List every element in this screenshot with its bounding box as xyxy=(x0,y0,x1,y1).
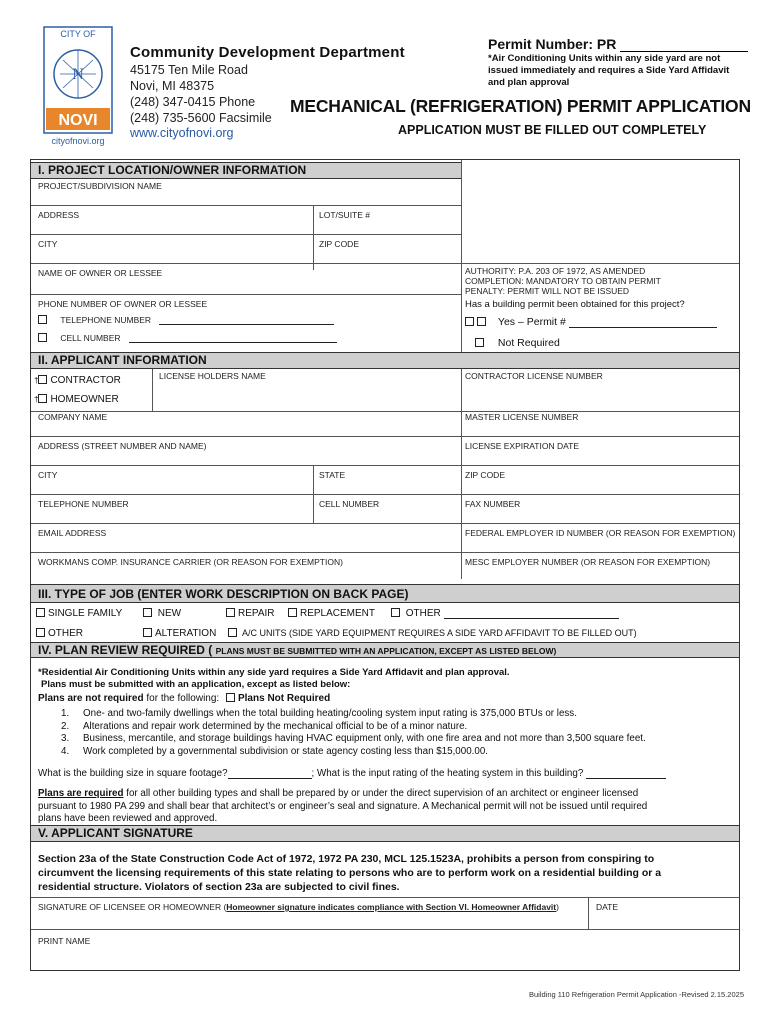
fax: (248) 735-5600 Facsimile xyxy=(130,111,272,125)
workmans-comp-label: WORKMANS COMP. INSURANCE CARRIER (OR REASON FOR EXEMPTION) xyxy=(38,557,343,567)
repair-checkbox[interactable] xyxy=(226,608,235,617)
department-name: Community Development Department xyxy=(130,44,405,61)
mesc-label: MESC EMPLOYER NUMBER (OR REASON FOR EXEMPTION) xyxy=(465,557,711,567)
logo-url-text: cityofnovi.org xyxy=(51,136,105,146)
input-rating-input[interactable] xyxy=(586,770,666,779)
other-building-option: OTHER xyxy=(36,628,83,639)
signature-label: SIGNATURE OF LICENSEE OR HOMEOWNER (Homeowner signature indicates compliance with Section VI. Homeowner Affidavit) xyxy=(38,902,559,912)
contractor-license-label: CONTRACTOR LICENSE NUMBER xyxy=(465,371,603,381)
alteration-checkbox[interactable] xyxy=(143,628,152,637)
replacement-option: REPLACEMENT xyxy=(288,608,375,619)
permit-number-input-2[interactable] xyxy=(569,319,717,328)
owner-name-label: NAME OF OWNER OR LESSEE xyxy=(38,268,163,278)
section2-heading: II. APPLICANT INFORMATION xyxy=(31,352,739,369)
website-link[interactable]: www.cityofnovi.org xyxy=(130,126,234,140)
telephone-input[interactable] xyxy=(159,316,334,325)
applicant-state-label: STATE xyxy=(319,470,346,480)
applicant-zip-label: ZIP CODE xyxy=(465,470,505,480)
permit-number-label: Permit Number: PR xyxy=(488,36,617,52)
exemption-item: 4. Work completed by a governmental subdivision or state agency costing less than $15,000.00. xyxy=(61,745,488,757)
logo-top-text: CITY OF xyxy=(60,29,96,39)
exemption-item: 3. Business, mercantile, and storage buildings having HVAC equipment only, with one fire area and not more than 3,500 square feet. xyxy=(61,733,646,744)
plans-not-required-checkbox[interactable] xyxy=(226,693,235,702)
address-line1: 45175 Ten Mile Road xyxy=(130,63,248,77)
form-title: MECHANICAL (REFRIGERATION) PERMIT APPLICATION xyxy=(290,96,751,116)
other-type-input[interactable] xyxy=(444,610,619,619)
yes-permit-checkbox-2[interactable] xyxy=(477,317,486,326)
section1-heading: I. PROJECT LOCATION/OWNER INFORMATION xyxy=(31,162,461,179)
not-required-row: Not Required xyxy=(475,337,560,349)
exemption-item: 1. One- and two-family dwellings when the total building heating/cooling system input rating is 375,000 BTUs or less. xyxy=(61,708,577,719)
exemption-list xyxy=(61,708,646,758)
license-holders-name-label: LICENSE HOLDERS NAME xyxy=(159,371,266,381)
address-label: ADDRESS xyxy=(38,210,80,220)
telephone-checkbox[interactable] xyxy=(38,315,47,324)
cell-input[interactable] xyxy=(129,334,337,343)
permit-number-input[interactable] xyxy=(620,40,748,52)
building-size-row: What is the building size in square footage? ; What is the input rating of the heating system in this building? xyxy=(38,768,666,779)
federal-id-label: FEDERAL EMPLOYER ID NUMBER (OR REASON FOR EXEMPTION) xyxy=(465,528,736,538)
ac-units-option: A/C UNITS (SIDE YARD EQUIPMENT REQUIRES A SIDE YARD AFFIDAVIT TO BE FILLED OUT) xyxy=(228,628,637,638)
yes-permit-row: Yes – Permit # xyxy=(465,316,717,328)
plan-note-line2: Plans must be submitted with an application, except as listed below: xyxy=(41,679,351,690)
single-family-checkbox[interactable] xyxy=(36,608,45,617)
city-logo xyxy=(43,26,113,148)
permit-number-field xyxy=(488,36,748,52)
contractor-option: † CONTRACTOR xyxy=(34,375,121,386)
new-checkbox[interactable] xyxy=(143,608,152,617)
applicant-telephone-label: TELEPHONE NUMBER xyxy=(38,499,129,509)
phone: (248) 347-0415 Phone xyxy=(130,95,256,109)
city-label: CITY xyxy=(38,239,58,249)
logo-main-text: NOVI xyxy=(58,112,98,129)
alteration-option: ALTERATION xyxy=(143,628,216,639)
form-subtitle: APPLICATION MUST BE FILLED OUT COMPLETELY xyxy=(398,123,707,137)
replacement-checkbox[interactable] xyxy=(288,608,297,617)
license-expiration-label: LICENSE EXPIRATION DATE xyxy=(465,441,579,451)
owner-phone-label: PHONE NUMBER OF OWNER OR LESSEE xyxy=(38,299,208,309)
homeowner-option: † HOMEOWNER xyxy=(34,394,119,405)
homeowner-checkbox[interactable] xyxy=(38,394,47,403)
contractor-checkbox[interactable] xyxy=(38,375,47,384)
section4-heading: IV. PLAN REVIEW REQUIRED ( PLANS MUST BE SUBMITTED WITH AN APPLICATION, EXCEPT AS LISTED BELOW) xyxy=(31,642,739,658)
authority-text: AUTHORITY: P.A. 203 OF 1972, AS AMENDED COMPLETION: MANDATORY TO OBTAIN PERMIT PENALTY: PERMIT WILL NOT BE ISSUED xyxy=(465,266,661,296)
master-license-label: MASTER LICENSE NUMBER xyxy=(465,412,579,422)
telephone-row: TELEPHONE NUMBER xyxy=(38,315,334,325)
applicant-fax-label: FAX NUMBER xyxy=(465,499,521,509)
exemption-item: 2. Alterations and repair work determined by the mechanical official to be of a minor nature. xyxy=(61,720,468,732)
law-text: Section 23a of the State Construction Code Act of 1972, 1972 PA 230, MCL 125.1523A, prohibits a person from conspiring to circumvent the licensing requirements of this state relating to persons who are to perform work on a residential building or a residential structure. Violators of section 23a are subjected to civil fines. xyxy=(38,853,662,893)
ac-units-checkbox[interactable] xyxy=(228,628,237,637)
section3-heading: III. TYPE OF JOB (ENTER WORK DESCRIPTION ON BACK PAGE) xyxy=(31,584,739,603)
other-type-checkbox[interactable] xyxy=(391,608,400,617)
applicant-address-label: ADDRESS (STREET NUMBER AND NAME) xyxy=(38,441,207,451)
other-type-option: OTHER xyxy=(391,608,619,619)
cell-checkbox[interactable] xyxy=(38,333,47,342)
other-building-checkbox[interactable] xyxy=(36,628,45,637)
lot-suite-label: LOT/SUITE # xyxy=(319,210,371,220)
address-line2: Novi, MI 48375 xyxy=(130,79,215,93)
cell-row: CELL NUMBER xyxy=(38,333,337,343)
building-size-input[interactable] xyxy=(228,770,312,779)
permit-form xyxy=(30,159,740,971)
plans-required-text: Plans are required for all other building types and shall be prepared by or under the direct supervision of an architect or engineer licensed pursuant to 1980 PA 299 and shall bear that architect’s or engineer’s seal and signature. A Mechanical permit will not be issued until required plans have been reviewed and approved. xyxy=(38,788,648,824)
project-name-label: PROJECT/SUBDIVISION NAME xyxy=(38,181,162,191)
repair-option: REPAIR xyxy=(226,608,275,619)
footer-revision: Building 110 Refrigeration Permit Application -Revised 2.15.2025 xyxy=(529,990,744,999)
new-option: NEW xyxy=(143,608,181,619)
section5-heading: V. APPLICANT SIGNATURE xyxy=(31,825,739,842)
company-name-label: COMPANY NAME xyxy=(38,412,108,422)
not-required-checkbox[interactable] xyxy=(475,338,484,347)
svg-text:N: N xyxy=(72,66,84,83)
applicant-cell-label: CELL NUMBER xyxy=(319,499,380,509)
yes-permit-checkbox[interactable] xyxy=(465,317,474,326)
print-name-label: PRINT NAME xyxy=(38,936,91,946)
plan-note-line1: *Residential Air Conditioning Units within any side yard requires a Side Yard Affidavit and plan approval. xyxy=(38,667,510,678)
applicant-city-label: CITY xyxy=(38,470,58,480)
zip-label: ZIP CODE xyxy=(319,239,359,249)
plans-not-required-row: Plans are not required for the following: Plans Not Required xyxy=(38,693,331,704)
ac-note: *Air Conditioning Units within any side yard are not issued immediately and requires a Side Yard Affidavit and plan approval xyxy=(488,53,730,88)
date-label: DATE xyxy=(596,902,619,912)
email-label: EMAIL ADDRESS xyxy=(38,528,107,538)
single-family-option: SINGLE FAMILY xyxy=(36,608,122,619)
building-permit-question: Has a building permit been obtained for this project? xyxy=(465,299,685,310)
